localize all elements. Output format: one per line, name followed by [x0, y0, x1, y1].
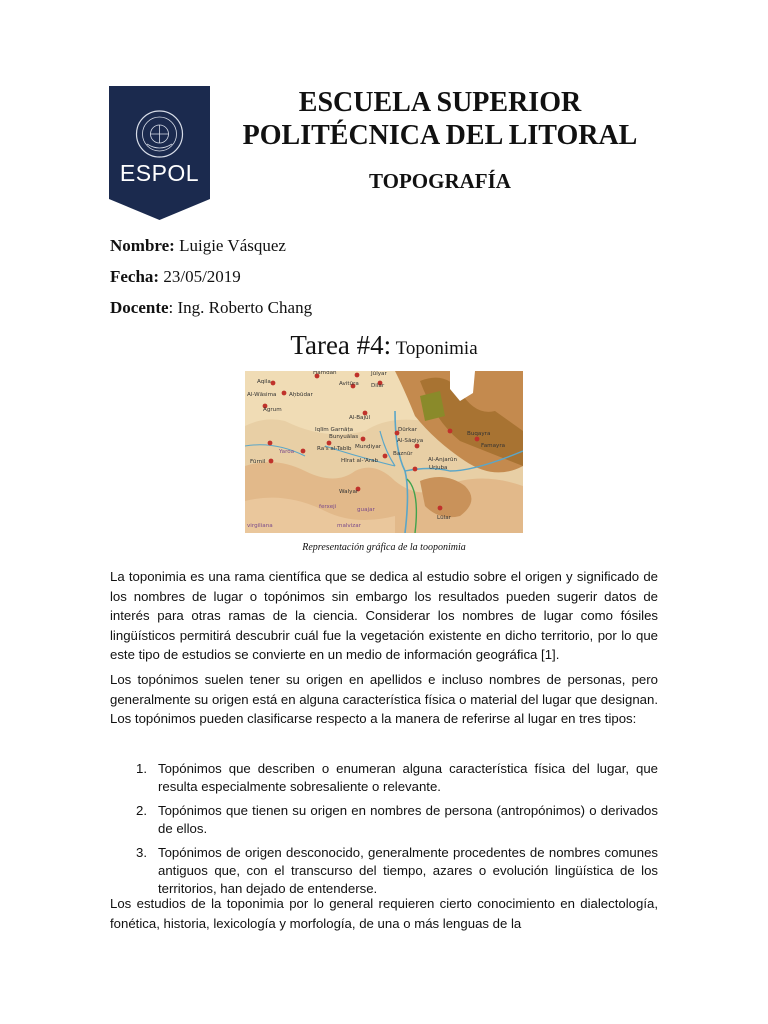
- teacher-value: : Ing. Roberto Chang: [168, 298, 313, 317]
- list-item: [110, 844, 658, 898]
- map-label: Al-Anjarūn: [428, 457, 458, 463]
- map-label: Buqayra: [467, 431, 491, 437]
- map-label: Avitūra: [339, 381, 359, 387]
- list-text: Topónimos de origen desconocido, generalmente procedentes de nombres comunes antiguos que, con el transcurso del tiempo, azares o evolución lingüística de los territorios, han dejado de entenderse.: [158, 845, 658, 896]
- map-label: Urjuba: [429, 465, 448, 471]
- map-label: Dūrkar: [398, 427, 418, 433]
- map-label: Yaroa: [279, 449, 295, 455]
- task-topic: Toponimia: [391, 338, 478, 359]
- map-label: malvizar: [337, 523, 361, 529]
- map-label: Agrum: [263, 407, 282, 413]
- name-label: Nombre:: [110, 236, 175, 255]
- logo-text: ESPOL: [119, 160, 200, 186]
- paragraph-3: Los estudios de la toponimia por lo general requieren cierto conocimiento en dialectología, fonética, historia, lexicología y morfología, de una o más lenguas de la: [110, 896, 658, 931]
- date-row: [110, 267, 241, 287]
- teacher-row: [110, 298, 312, 318]
- map-label: Aḥbūdar: [289, 392, 313, 398]
- espol-logo: [109, 86, 210, 220]
- toponym-types-list: [110, 760, 658, 904]
- subject-title: TOPOGRAFÍA: [369, 169, 511, 193]
- list-text: Topónimos que describen o enumeran alguna característica física del lugar, que resulta especialmente sobresaliente o relevante.: [158, 761, 658, 794]
- school-name-line2: POLITÉCNICA DEL LITORAL: [242, 120, 638, 151]
- figure-caption: Representación gráfica de la tooponimia: [302, 542, 466, 553]
- map-label: Munḍiyar: [355, 444, 382, 450]
- map-label: Famayra: [481, 443, 506, 449]
- map-label: Al-Wāsima: [247, 392, 277, 398]
- document-header: [230, 86, 650, 194]
- name-row: [110, 236, 286, 256]
- map-label: Bunyuālas: [329, 434, 359, 440]
- list-item: [110, 802, 658, 838]
- task-number: Tarea #4:: [290, 330, 392, 360]
- map-label: guajar: [357, 507, 375, 513]
- name-value: Luigie Vásquez: [174, 236, 286, 255]
- list-number: 1.: [136, 761, 147, 776]
- list-item: [110, 760, 658, 796]
- map-label: Al-Sāqiya: [397, 438, 424, 444]
- map-label: Lūlar: [437, 515, 451, 521]
- map-label: Ra's al-Tabīb: [317, 446, 352, 452]
- map-label: Jūlyar: [371, 371, 387, 377]
- map-label: Fūrnil: [250, 459, 266, 465]
- list-number: 3.: [136, 845, 147, 860]
- toponymy-map-image: [245, 371, 523, 533]
- map-label: Walyar: [339, 489, 359, 495]
- teacher-label: Docente: [110, 298, 169, 317]
- paragraph-1: La toponimia es una rama científica que se dedica al estudio sobre el origen y significado de los nombres de lugar o topónimos sin embargo los resultados pueden sugerir datos de interés para otras ramas de la ciencia. Considerar los nombres de lugar como fósiles lingüísticos permitirá descubrir cuál fue la vegetación existente en dicho territorio, por lo que este tipo de estudios se convierte en un medio de información geográfica [1].: [110, 569, 658, 662]
- map-label: Aqila: [257, 379, 271, 385]
- school-name-line1: ESCUELA SUPERIOR: [298, 87, 582, 118]
- date-label: Fecha:: [110, 267, 160, 286]
- map-label: Iqlīm Garnāṭa: [315, 427, 354, 433]
- date-value: 23/05/2019: [159, 267, 241, 286]
- list-text: Topónimos que tienen su origen en nombres de persona (antropónimos) o derivados de ellos.: [158, 803, 658, 836]
- paragraph-2: Los topónimos suelen tener su origen en apellidos e incluso nombres de personas, pero generalmente su origen está en alguna característica física o material del lugar que designan. Los topónimos pueden clasificarse respecto a la manera de referirse al lugar en tres tipos:: [110, 672, 658, 726]
- map-label: Ḥamdān: [313, 371, 337, 376]
- map-label: Al-Bajūl: [349, 415, 371, 421]
- map-label: Dilar: [371, 383, 385, 389]
- task-title: [0, 330, 768, 361]
- map-label: ferxeji: [319, 504, 337, 510]
- map-label: virgiliana: [247, 523, 273, 529]
- list-number: 2.: [136, 803, 147, 818]
- map-label: Hīrat al-'Arab: [341, 458, 379, 464]
- map-label: Baznūr: [393, 451, 413, 457]
